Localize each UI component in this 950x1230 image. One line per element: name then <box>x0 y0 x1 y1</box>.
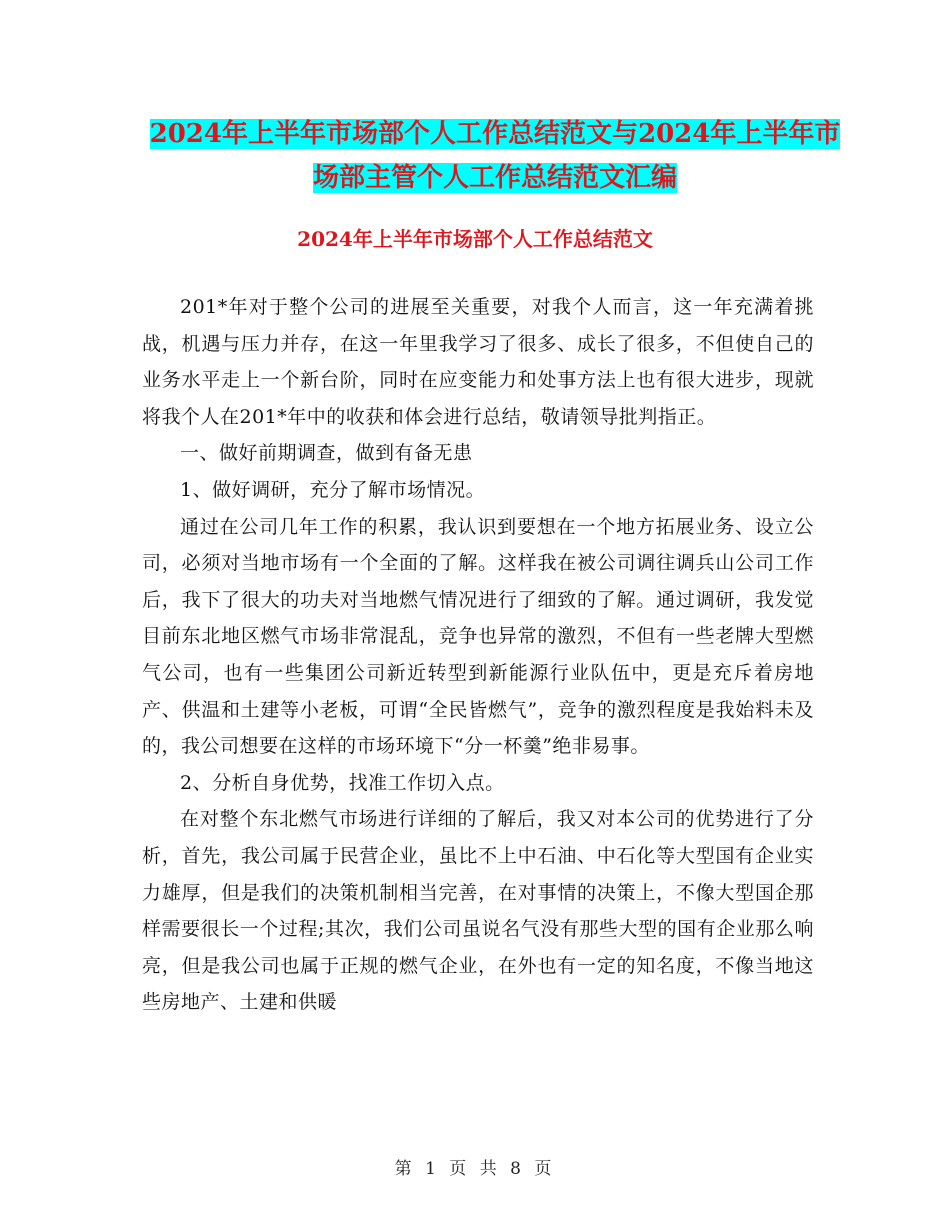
document-title-text: 2024年上半年市场部个人工作总结范文与2024年上半年市场部主管个人工作总结范文汇编 <box>149 119 841 193</box>
paragraph: 1、做好调研，充分了解市场情况。 <box>180 478 486 501</box>
document-title <box>140 112 850 200</box>
paragraph: 2、分析自身优势，找准工作切入点。 <box>180 771 505 794</box>
page-footer: 第 1 页 共 8 页 <box>394 1159 556 1179</box>
paragraph: 201*年对于整个公司的进展至关重要，对我个人而言，这一年充满着挑战，机遇与压力并存，在这一年里我学习了很多、成长了很多，不但使自己的业务水平走上一个新台阶，同时在应变能力和处事方法上也有很大进步，现就将我个人在201*年中的收获和体会进行总结，敬请领导批判指正。 <box>142 296 814 428</box>
section-title: 2024年上半年市场部个人工作总结范文 <box>297 227 653 251</box>
paragraph: 一、做好前期调查，做到有备无患 <box>180 442 473 465</box>
document-body <box>142 289 814 1021</box>
paragraph: 在对整个东北燃气市场进行详细的了解后，我又对本公司的优势进行了分析，首先，我公司属于民营企业，虽比不上中石油、中石化等大型国有企业实力雄厚，但是我们的决策机制相当完善，在对事情的决策上，不像大型国企那样需要很长一个过程;其次，我们公司虽说名气没有那些大型的国有企业那么响亮，但是我公司也属于正规的燃气企业，在外也有一定的知名度，不像当地这些房地产、土建和供暖 <box>142 808 814 1014</box>
paragraph: 通过在公司几年工作的积累，我认识到要想在一个地方拓展业务、设立公司，必须对当地市场有一个全面的了解。这样我在被公司调往调兵山公司工作后，我下了很大的功夫对当地燃气情况进行了细致的了解。通过调研，我发觉目前东北地区燃气市场非常混乱，竞争也异常的激烈，不但有一些老牌大型燃气公司，也有一些集团公司新近转型到新能源行业队伍中，更是充斥着房地产、供温和土建等小老板，可谓“全民皆燃气”，竞争的激烈程度是我始料未及的，我公司想要在这样的市场环境下“分一杯羹”绝非易事。 <box>142 515 814 758</box>
